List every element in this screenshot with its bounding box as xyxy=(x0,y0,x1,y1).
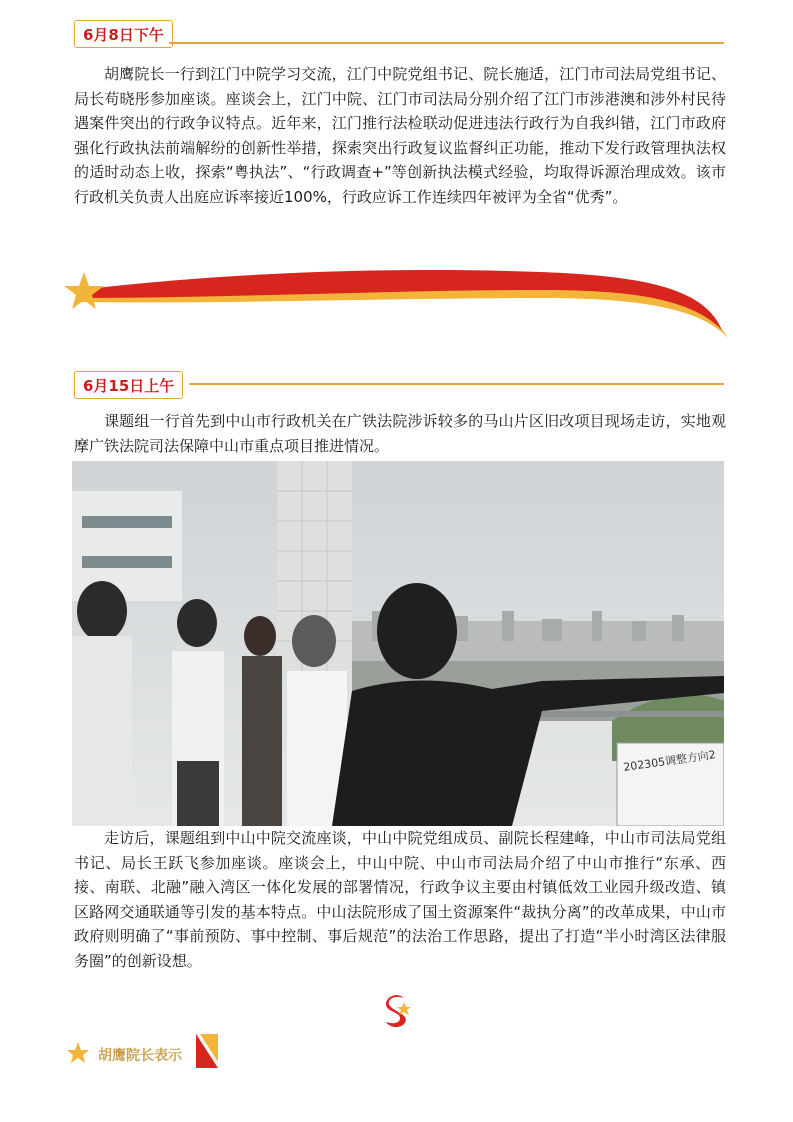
paragraph-zhongshan-visit: 课题组一行首先到中山市行政机关在广铁法院涉诉较多的马山片区旧改项目现场走访，实地观摩广铁法院司法保障中山市重点项目推进情况。 xyxy=(74,412,726,455)
emblem-icon xyxy=(382,994,414,1028)
photo-sign-text: 202305调整方向2 xyxy=(622,748,717,774)
date-divider-2 xyxy=(189,383,724,385)
footer-star-icon xyxy=(66,1041,90,1065)
date-header-1 xyxy=(74,25,724,60)
footer-ribbon-icon xyxy=(196,1034,218,1068)
date-divider-1 xyxy=(169,42,724,44)
ribbon-divider xyxy=(60,268,740,348)
paragraph-jiangmen: 胡鹰院长一行到江门中院学习交流，江门中院党组书记、院长施适，江门市司法局党组书记、局长苟晓彤参加座谈。座谈会上，江门中院、江门市司法局分别介绍了江门市涉港澳和涉外村民待遇案件突出的行政争议特点。近年来，江门推行法检联动促进违法行政行为自我纠错，江门市政府强化行政执法前端解纷的创新性举措，探索突出行政复议监督纠正功能，推动下发行政管理执法权的适时动态上收，探索“粤执法”、“行政调查+”等创新执法模式经验，均取得诉源治理成效。该市行政机关负责人出庭应诉率接近100%，行政应诉工作连续四年被评为全省“优秀”。 xyxy=(74,65,726,206)
paragraph-zhongshan-meeting: 走访后，课题组到中山中院交流座谈，中山中院党组成员、副院长程建峰，中山市司法局党组书记、局长王跃飞参加座谈。座谈会上，中山中院、中山市司法局介绍了中山市推行“东承、西接、南联、北融”融入湾区一体化发展的部署情况，行政争议主要由村镇低效工业园升级改造、镇区路网交通联通等引发的基本特点。中山法院形成了国土资源案件“裁执分离”的改革成果，中山市政府则明确了“事前预防、事中控制、事后规范”的法治工作思路，提出了打造“半小时湾区法律服务圈”的创新设想。 xyxy=(74,829,726,970)
date-label-1: 6月8日下午 xyxy=(74,20,173,48)
ribbon-star-icon xyxy=(64,272,104,309)
date-label-2: 6月15日上午 xyxy=(74,371,183,399)
date-header-2 xyxy=(74,371,724,401)
site-visit-photo xyxy=(72,461,724,826)
footer-label: 胡鹰院长表示 xyxy=(98,1048,182,1064)
